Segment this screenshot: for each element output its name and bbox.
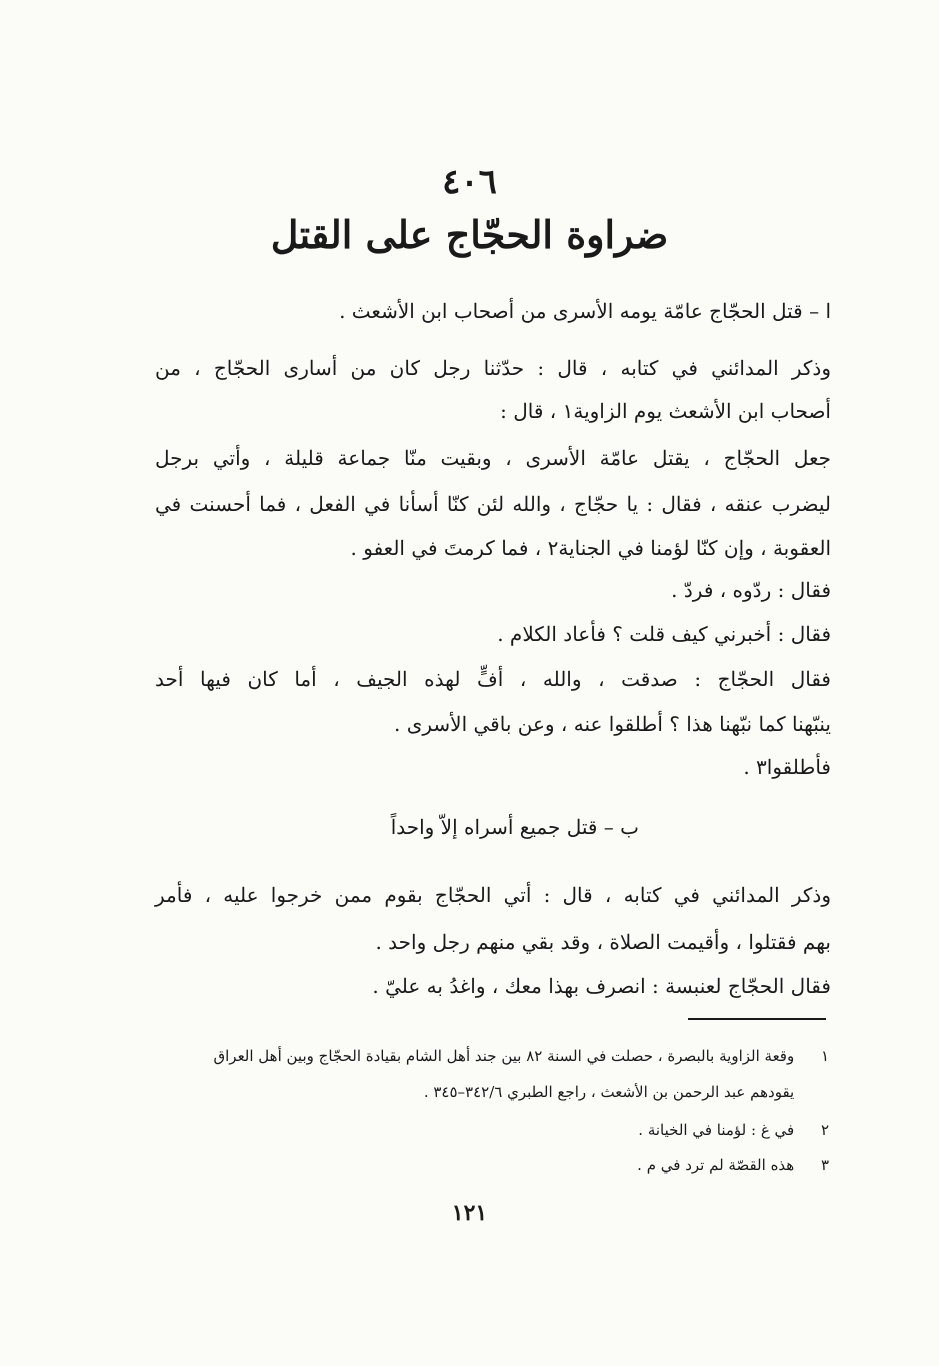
- page-number: ١٢١: [451, 1200, 488, 1226]
- footnote-text: في غ : لؤمنا في الخيانة .: [638, 1121, 795, 1139]
- footnote: [139, 1044, 829, 1068]
- body-line: فقال : ردّوه ، فردّ .: [671, 578, 831, 602]
- footnote-text: وقعة الزاوية بالبصرة ، حصلت في السنة ٨٢ بين جند أهل الشام بقيادة الحجّاج وبين أهل العراق: [213, 1047, 795, 1065]
- section-title: ضراوة الحجّاج على القتل: [270, 212, 669, 257]
- footnote: [139, 1080, 829, 1104]
- footnote: [139, 1153, 829, 1177]
- footnote-text: يقودهم عبد الرحمن بن الأشعث ، راجع الطبري ٣٤٢/٦–٣٤٥ .: [423, 1083, 795, 1101]
- body-line: فأطلقوا٣ .: [743, 755, 831, 779]
- part-b-heading: ب – قتل جميع أسراه إلاّ واحداً: [390, 815, 639, 839]
- body-line: بهم فقتلوا ، وأقيمت الصلاة ، وقد بقي منهم رجل واحد .: [375, 930, 831, 954]
- body-line: جعل الحجّاج ، يقتل عامّة الأسرى ، وبقيت منّا جماعة قليلة ، وأتي برجل: [155, 446, 831, 470]
- body-line: وذكر المدائني في كتابه ، قال : حدّثنا رجل كان من أسارى الحجّاج ، من: [155, 356, 831, 380]
- body-line: فقال الحجّاج لعنبسة : انصرف بهذا معك ، واغدُ به عليّ .: [372, 974, 831, 998]
- footnote-text: هذه القصّة لم ترد في م .: [637, 1156, 795, 1174]
- footnote-marker: ١: [820, 1047, 829, 1065]
- footnote-marker: ٣: [820, 1156, 829, 1174]
- body-line: العقوبة ، وإن كنّا لؤمنا في الجناية٢ ، فما كرمتَ في العفو .: [350, 536, 831, 560]
- body-line: فقال الحجّاج : صدقت ، والله ، أفٍّ لهذه الجيف ، أما كان فيها أحد: [155, 667, 831, 691]
- footnote: [139, 1118, 829, 1142]
- part-a-heading: ا – قتل الحجّاج عامّة يومه الأسرى من أصحاب ابن الأشعث .: [339, 299, 831, 323]
- footnote-divider: [688, 1018, 826, 1020]
- body-line: ليضرب عنقه ، فقال : يا حجّاج ، والله لئن كنّا أسأنا في الفعل ، فما أحسنت في: [155, 492, 831, 516]
- footnote-marker: ٢: [820, 1121, 829, 1139]
- body-line: أصحاب ابن الأشعث يوم الزاوية١ ، قال :: [500, 399, 831, 423]
- body-line: فقال : أخبرني كيف قلت ؟ فأعاد الكلام .: [497, 622, 831, 646]
- body-line: ينبّهنا كما نبّهنا هذا ؟ أطلقوا عنه ، وعن باقي الأسرى .: [394, 712, 831, 736]
- section-number: ٤٠٦: [442, 162, 497, 202]
- body-line: وذكر المدائني في كتابه ، قال : أتي الحجّاج بقوم ممن خرجوا عليه ، فأمر: [155, 883, 831, 907]
